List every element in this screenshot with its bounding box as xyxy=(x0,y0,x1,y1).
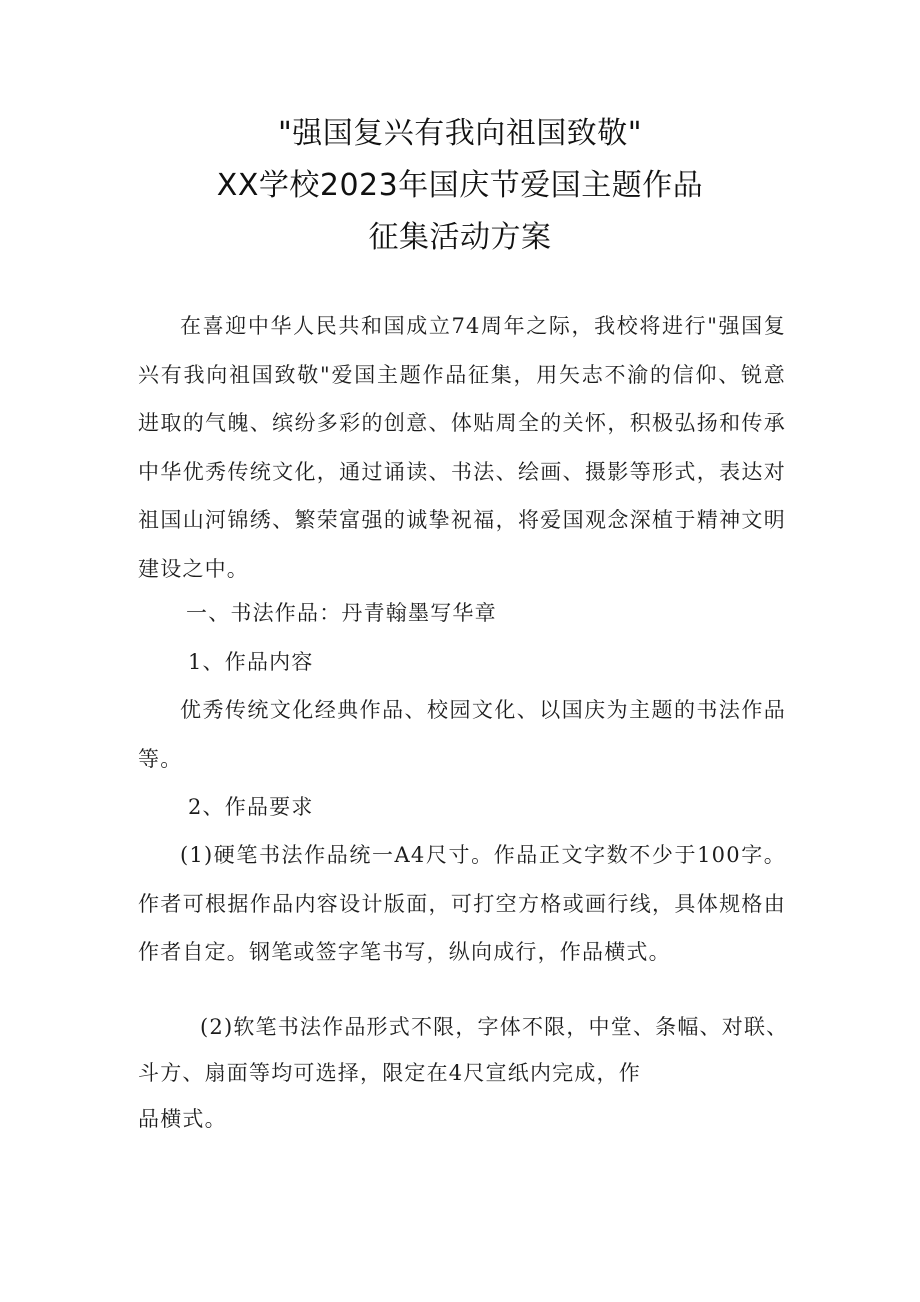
title-line-2: XX学校2023年国庆节爱国主题作品 xyxy=(216,168,704,203)
item-content-paragraph: 优秀传统文化经典作品、校园文化、以国庆为主题的书法作品等。 xyxy=(138,698,786,771)
item-heading-content: 1、作品内容 xyxy=(188,650,314,674)
section-heading-calligraphy: 一、书法作品：丹青翰墨写华章 xyxy=(186,601,497,625)
requirement-2-line-1: (2)软笔书法作品形式不限，字体不限，中堂、条幅、对联、 xyxy=(200,1015,789,1039)
item-heading-requirements: 2、作品要求 xyxy=(188,795,314,819)
requirement-1-paragraph: (1)硬笔书法作品统一A4尺寸。作品正文字数不少于100字。作者可根据作品内容设计版面，可打空方格或画行线，具体规格由作者自定。钢笔或签字笔书写，纵向成行，作品横式。 xyxy=(138,843,786,964)
requirement-2-line-3: 品横式。 xyxy=(138,1107,227,1131)
title-line-1: "强国复兴有我向祖国致敬" xyxy=(277,116,643,151)
intro-paragraph: 在喜迎中华人民共和国成立74周年之际，我校将进行"强国复兴有我向祖国致敬"爱国主题作品征集，用矢志不渝的信仰、锐意进取的气魄、缤纷多彩的创意、体贴周全的关怀，积极弘扬和传承中华优秀传统文化，通过诵读、书法、绘画、摄影等形式，表达对祖国山河锦绣、繁荣富强的诚挚祝福，将爱国观念深植于精神文明建设之中。 xyxy=(138,314,786,581)
title-line-3: 征集活动方案 xyxy=(368,220,552,255)
requirement-2-line-2: 斗方、扇面等均可选择，限定在4尺宣纸内完成，作 xyxy=(138,1061,641,1085)
